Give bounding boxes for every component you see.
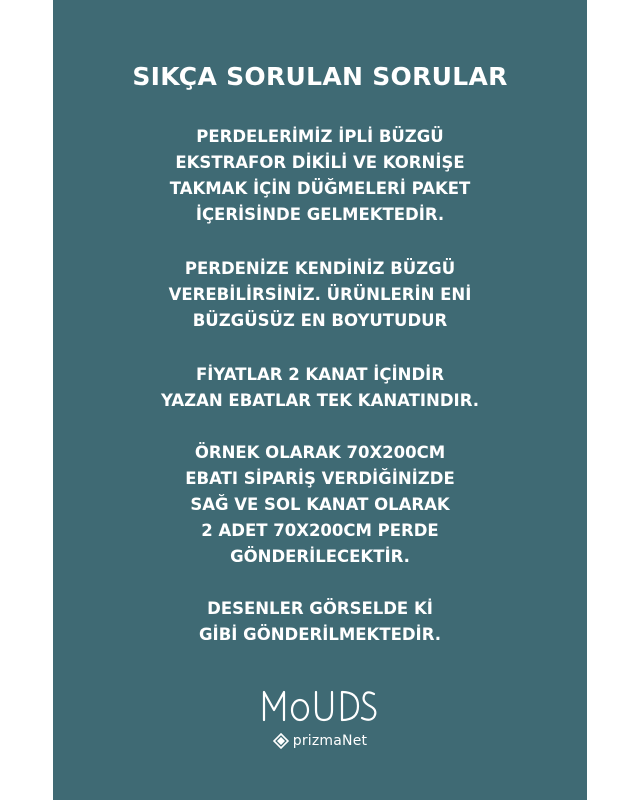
text-line: FİYATLAR 2 KANAT İÇİNDİR (195, 365, 445, 384)
page-title: SIKÇA SORULAN SORULAR (132, 62, 508, 91)
text-line: ÖRNEK OLARAK 70X200CM (194, 443, 446, 462)
text-line: İÇERİSİNDE GELMEKTEDİR. (195, 205, 445, 224)
text-line: GİBİ GÖNDERİLMEKTEDİR. (199, 625, 441, 644)
faq-paragraph-3 (53, 362, 587, 414)
text-line: 2 ADET 70X200CM PERDE (201, 521, 439, 540)
prizmanet-badge (53, 733, 587, 749)
faq-panel (53, 0, 587, 800)
faq-paragraph-2 (53, 256, 587, 334)
text-line: DESENLER GÖRSELDE Kİ (207, 599, 433, 618)
text-line: PERDELERİMİZ İPLİ BÜZGÜ (196, 127, 444, 146)
text-line: YAZAN EBATLAR TEK KANATINDIR. (161, 391, 479, 410)
faq-paragraph-1 (53, 124, 587, 228)
faq-paragraph-4 (53, 440, 587, 570)
text-line: EBATI SİPARİŞ VERDİĞİNİZDE (185, 469, 455, 488)
prizma-diamond-icon (273, 733, 289, 749)
faq-paragraph-5 (53, 596, 587, 648)
prizmanet-text: prizmaNet (292, 733, 368, 749)
text-line: TAKMAK İÇİN DÜĞMELERİ PAKET (169, 179, 471, 198)
text-line: VEREBİLİRSİNİZ. ÜRÜNLERİN ENİ (168, 285, 472, 304)
text-line: BÜZGÜSÜZ EN BOYUTUDUR (192, 311, 448, 330)
text-line: PERDENİZE KENDİNİZ BÜZGÜ (184, 259, 456, 278)
text-line: EKSTRAFOR DİKİLİ VE KORNİŞE (175, 153, 465, 172)
text-line: GÖNDERİLECEKTİR. (230, 547, 410, 566)
text-line: SAĞ VE SOL KANAT OLARAK (190, 495, 450, 514)
mouds-logo (53, 684, 587, 726)
